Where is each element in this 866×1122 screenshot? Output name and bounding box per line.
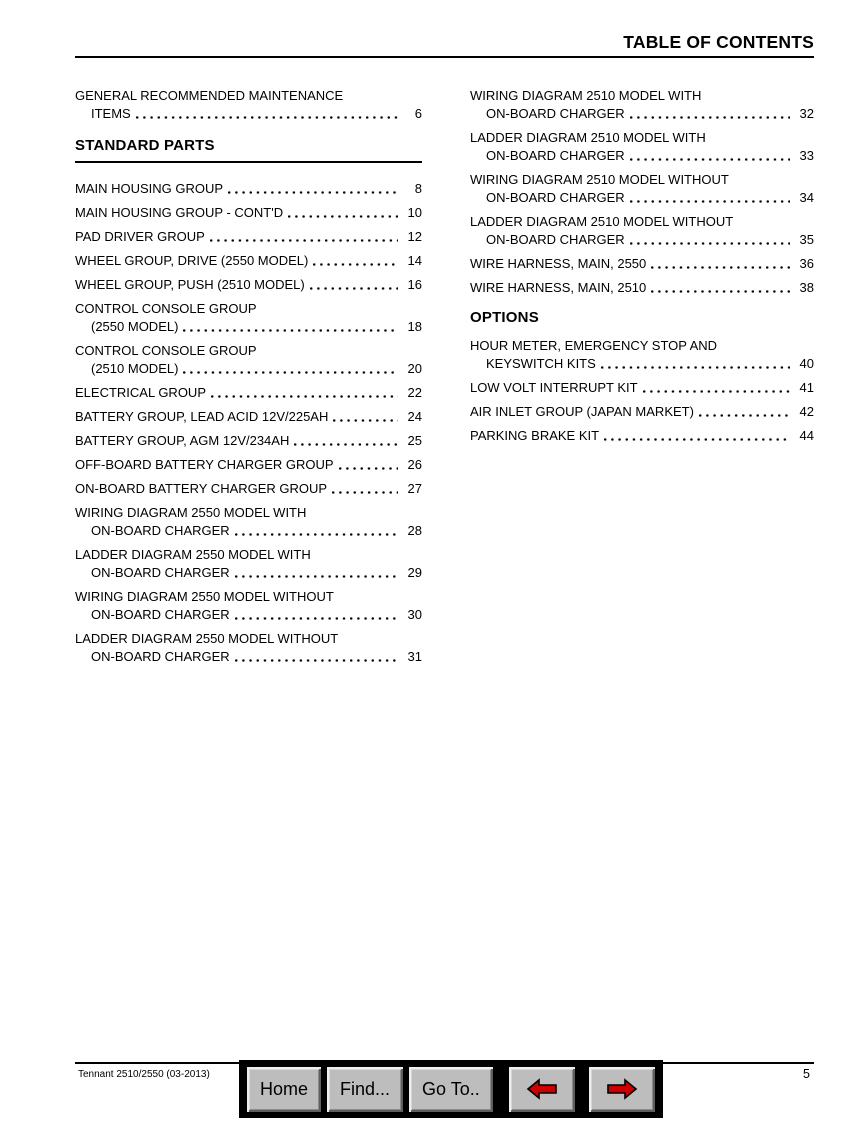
leader-dots (630, 116, 790, 119)
toc-entry-page: 40 (799, 356, 814, 371)
page-title: TABLE OF CONTENTS (623, 32, 814, 52)
toc-entry-page: 10 (407, 205, 422, 220)
leader-dots (333, 419, 398, 422)
toc-entry-page: 31 (407, 649, 422, 664)
toc-entry[interactable] (75, 481, 422, 496)
toc-entry-page: 6 (414, 106, 422, 121)
document-reference: Tennant 2510/2550 (03-2013) (78, 1069, 210, 1080)
leader-dots (651, 290, 790, 293)
leader-dots (604, 438, 790, 441)
toc-entry[interactable] (75, 547, 422, 580)
toc-entry-label: LOW VOLT INTERRUPT KIT (470, 380, 638, 395)
toc-entry-label-2: ON-BOARD CHARGER (91, 607, 230, 622)
toc-entry-label: WHEEL GROUP, PUSH (2510 MODEL) (75, 277, 305, 292)
leader-dots (235, 659, 398, 662)
toc-entry-label-2: ON-BOARD CHARGER (486, 232, 625, 247)
section-heading-options: OPTIONS (470, 309, 539, 326)
toc-entry-label: WHEEL GROUP, DRIVE (2550 MODEL) (75, 253, 309, 268)
toc-entry-label: MAIN HOUSING GROUP - CONT'D (75, 205, 284, 220)
toc-left-column (75, 88, 422, 673)
toc-entry-label-2: ITEMS (91, 106, 131, 121)
leader-dots (183, 371, 398, 374)
toc-entry-page: 35 (799, 232, 814, 247)
toc-entry[interactable] (470, 172, 814, 205)
toc-entry-page: 41 (799, 380, 814, 395)
toc-entry[interactable] (470, 428, 814, 443)
leader-dots (630, 158, 790, 161)
toc-entry-label: WIRING DIAGRAM 2510 MODEL WITHOUT (470, 172, 729, 187)
toc-entry[interactable] (470, 214, 814, 247)
toc-entry[interactable] (470, 404, 814, 419)
toc-entry-label-2: (2510 MODEL) (91, 361, 179, 376)
toc-entry-label-2: ON-BOARD CHARGER (486, 190, 625, 205)
toc-entry[interactable] (75, 181, 422, 196)
toc-entry[interactable] (75, 505, 422, 538)
toc-entry-label: OFF-BOARD BATTERY CHARGER GROUP (75, 457, 334, 472)
home-button[interactable]: Home (247, 1067, 321, 1112)
toc-entry-page: 42 (799, 404, 814, 419)
toc-entry-label: AIR INLET GROUP (JAPAN MARKET) (470, 404, 694, 419)
toc-entry-page: 16 (407, 277, 422, 292)
toc-entry-page: 27 (407, 481, 422, 496)
leader-dots (332, 491, 398, 494)
leader-dots (310, 287, 398, 290)
toc-entry[interactable] (75, 457, 422, 472)
toc-entry-label-2: ON-BOARD CHARGER (91, 565, 230, 580)
toc-entry-page: 24 (407, 409, 422, 424)
red-arrow-left-icon (525, 1077, 559, 1101)
toc-entry-label: GENERAL RECOMMENDED MAINTENANCE (75, 88, 344, 103)
toc-entry-label: MAIN HOUSING GROUP (75, 181, 224, 196)
page-number: 5 (803, 1067, 810, 1081)
toc-entry-label: BATTERY GROUP, AGM 12V/234AH (75, 433, 290, 448)
toc-entry[interactable] (470, 280, 814, 295)
toc-entry-page: 36 (799, 256, 814, 271)
toc-entry-label: ON-BOARD BATTERY CHARGER GROUP (75, 481, 328, 496)
section-heading-standard-parts: STANDARD PARTS (75, 137, 422, 163)
toc-entry[interactable] (75, 589, 422, 622)
toc-entry-page: 18 (407, 319, 422, 334)
toc-entry[interactable] (470, 380, 814, 395)
goto-button[interactable]: Go To.. (409, 1067, 493, 1112)
find-button[interactable]: Find... (327, 1067, 403, 1112)
toc-entry[interactable] (75, 631, 422, 664)
leader-dots (601, 366, 790, 369)
leader-dots (294, 443, 398, 446)
leader-dots (288, 215, 398, 218)
next-page-button[interactable] (589, 1067, 655, 1112)
leader-dots (651, 266, 790, 269)
toc-entry-page: 12 (407, 229, 422, 244)
toc-entry[interactable] (470, 256, 814, 271)
toc-entry-label-2: ON-BOARD CHARGER (91, 523, 230, 538)
toc-entry[interactable] (75, 343, 422, 376)
toc-entry-page: 30 (407, 607, 422, 622)
toc-entry[interactable] (75, 409, 422, 424)
toc-right-column (470, 88, 814, 673)
toc-entry-page: 25 (407, 433, 422, 448)
title-rule (75, 56, 814, 58)
toc-entry-label: PARKING BRAKE KIT (470, 428, 600, 443)
toc-entry-page: 26 (407, 457, 422, 472)
toc-entry[interactable] (75, 88, 422, 121)
leader-dots (643, 390, 790, 393)
toc-entry-page: 32 (799, 106, 814, 121)
toc-entry-page: 44 (799, 428, 814, 443)
toc-entry[interactable] (470, 338, 814, 371)
leader-dots (235, 533, 398, 536)
toc-entry-label: LADDER DIAGRAM 2510 MODEL WITHOUT (470, 214, 734, 229)
leader-dots (183, 329, 398, 332)
toc-entry-label-2: KEYSWITCH KITS (486, 356, 596, 371)
toc-entry-label-2: ON-BOARD CHARGER (486, 106, 625, 121)
pdf-nav-toolbar (239, 1060, 663, 1118)
toc-entry[interactable] (75, 301, 422, 334)
toc-entry[interactable] (75, 277, 422, 292)
toc-entry-label: CONTROL CONSOLE GROUP (75, 343, 257, 358)
toc-entry-label: CONTROL CONSOLE GROUP (75, 301, 257, 316)
toc-entry-label: HOUR METER, EMERGENCY STOP AND (470, 338, 718, 353)
leader-dots (235, 575, 398, 578)
toc-entry-label: WIRING DIAGRAM 2550 MODEL WITH (75, 505, 307, 520)
toc-columns (75, 88, 814, 673)
toc-entry[interactable] (470, 130, 814, 163)
toc-entry-label: WIRING DIAGRAM 2550 MODEL WITHOUT (75, 589, 334, 604)
leader-dots (136, 116, 398, 119)
toc-entry-label: WIRING DIAGRAM 2510 MODEL WITH (470, 88, 702, 103)
toc-entry-page: 22 (407, 385, 422, 400)
leader-dots (630, 242, 790, 245)
toc-entry-label: LADDER DIAGRAM 2550 MODEL WITHOUT (75, 631, 339, 646)
toc-entry[interactable] (75, 385, 422, 400)
leader-dots (228, 191, 398, 194)
toc-entry-label: LADDER DIAGRAM 2550 MODEL WITH (75, 547, 311, 562)
toc-entry-page: 20 (407, 361, 422, 376)
leader-dots (699, 414, 790, 417)
red-arrow-right-icon (605, 1077, 639, 1101)
toc-entry-page: 38 (799, 280, 814, 295)
toc-entry-label: WIRE HARNESS, MAIN, 2510 (470, 280, 647, 295)
toc-entry-page: 34 (799, 190, 814, 205)
leader-dots (210, 239, 398, 242)
toc-entry[interactable] (75, 433, 422, 448)
toc-entry-label-2: (2550 MODEL) (91, 319, 179, 334)
toc-entry-label-2: ON-BOARD CHARGER (486, 148, 625, 163)
toc-entry-label: LADDER DIAGRAM 2510 MODEL WITH (470, 130, 706, 145)
toc-entry[interactable] (75, 229, 422, 244)
toc-entry[interactable] (75, 205, 422, 220)
leader-dots (211, 395, 398, 398)
toc-entry[interactable] (75, 253, 422, 268)
toc-entry-page: 28 (407, 523, 422, 538)
leader-dots (313, 263, 398, 266)
toc-entry-label-2: ON-BOARD CHARGER (91, 649, 230, 664)
toc-entry-page: 14 (407, 253, 422, 268)
leader-dots (630, 200, 790, 203)
toc-entry-label: BATTERY GROUP, LEAD ACID 12V/225AH (75, 409, 329, 424)
leader-dots (235, 617, 398, 620)
previous-page-button[interactable] (509, 1067, 575, 1112)
toc-entry-label: ELECTRICAL GROUP (75, 385, 206, 400)
toc-entry-label: WIRE HARNESS, MAIN, 2550 (470, 256, 647, 271)
toc-entry-page: 29 (407, 565, 422, 580)
toc-entry[interactable] (470, 88, 814, 121)
toc-entry-label: PAD DRIVER GROUP (75, 229, 205, 244)
toc-entry-page: 33 (799, 148, 814, 163)
toc-entry-page: 8 (414, 181, 422, 196)
leader-dots (339, 467, 398, 470)
